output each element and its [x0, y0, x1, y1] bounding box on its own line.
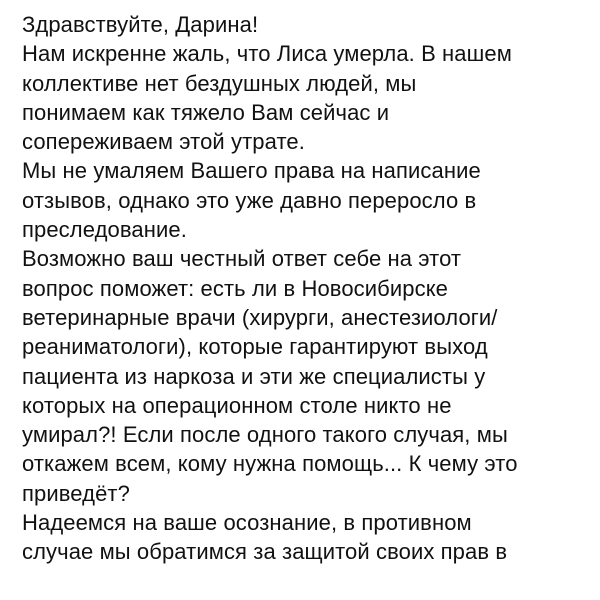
message-line: случае мы обратимся за защитой своих прав в [22, 539, 508, 565]
message-line: сопереживаем этой утрате. [22, 129, 305, 155]
message-line: которых на операционном столе никто не [22, 392, 452, 418]
message-text [22, 10, 592, 567]
message-line: умирал?! Если после одного такого случая, мы [22, 422, 508, 448]
message-line: пациента из наркоза и эти же специалисты у [22, 363, 486, 389]
message-line: Возможно ваш честный ответ себе на этот [22, 246, 462, 272]
message-line: приведёт? [22, 480, 130, 506]
message-line: Мы не умаляем Вашего права на написание [22, 158, 481, 184]
message-line: отзывов, однако это уже давно переросло в [22, 187, 477, 213]
message-line: вопрос поможет: есть ли в Новосибирске [22, 275, 448, 301]
message-line: реаниматологи), которые гарантируют выход [22, 334, 488, 360]
message-line: ветеринарные врачи (хирурги, анестезиологи/ [22, 304, 498, 330]
message-line: откажем всем, кому нужна помощь... К чему это [22, 451, 518, 477]
message-line: Надеемся на ваше осознание, в противном [22, 510, 472, 536]
message-line: Нам искренне жаль, что Лиса умерла. В нашем [22, 41, 512, 67]
greeting-line: Здравствуйте, Дарина! [22, 12, 259, 37]
message-line: преследование. [22, 217, 187, 243]
message-line: коллективе нет бездушных людей, мы [22, 70, 417, 96]
message-line: понимаем как тяжело Вам сейчас и [22, 99, 390, 125]
